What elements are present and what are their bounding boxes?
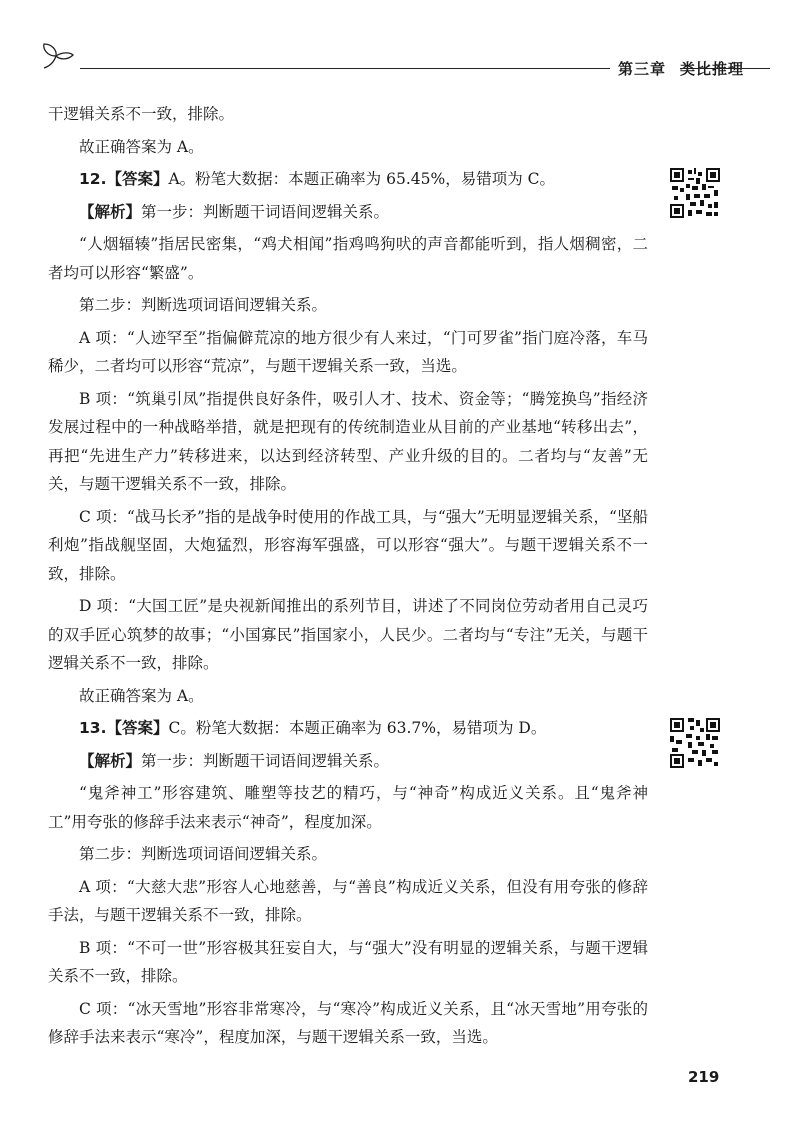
sprout-leaf-icon (40, 42, 76, 72)
header-rule-right (680, 68, 770, 69)
paragraph-text: 第二步：判断选项词语间逻辑关系。 (79, 296, 328, 314)
chapter-title: 类比推理 (680, 60, 745, 78)
paragraph (48, 873, 648, 930)
paragraph (48, 840, 648, 869)
qr-code-graphic (670, 168, 720, 218)
paragraph (48, 165, 648, 194)
paragraph (48, 934, 648, 991)
paragraph (48, 682, 648, 711)
paragraph-text: C。粉笔大数据：本题正确率为 63.7%，易错项为 D。 (168, 719, 547, 737)
paragraph-text: B 项：“不可一世”形容极其狂妄自大，与“强大”没有明显的逻辑关系，与题干逻辑关系不一致，排除。 (48, 938, 648, 985)
page-header (40, 40, 770, 80)
paragraph-text: 故正确答案为 A。 (79, 137, 204, 156)
paragraph (48, 503, 648, 589)
paragraph (48, 324, 648, 381)
paragraph (48, 747, 648, 776)
paragraph-text: 故正确答案为 A。 (79, 686, 204, 705)
paragraph-text: D 项：“大国工匠”是央视新闻推出的系列节目，讲述了不同岗位劳动者用自己灵巧的双手匠心筑梦的故事；“小国寡民”指国家小，人民少。二者均与“专注”无关，与题干逻辑关系不一致，排除。 (48, 597, 648, 672)
paragraph-text: “人烟辐辏”指居民密集，“鸡犬相闻”指鸡鸣狗吠的声音都能听到，指人烟稠密，二者均可以形容“繁盛”。 (48, 235, 648, 282)
answer-tag: 【解析】 (79, 751, 142, 770)
paragraph-text: C 项：“冰天雪地”形容非常寒冷，与“寒冷”构成近义关系，且“冰天雪地”用夸张的修辞手法来表示“寒冷”，程度加深，与题干逻辑关系一致，当选。 (48, 999, 648, 1046)
paragraph-text: “鬼斧神工”形容建筑、雕塑等技艺的精巧，与“神奇”构成近义关系。且“鬼斧神工”用夸张的修辞手法来表示“神奇”，程度加深。 (48, 784, 648, 831)
paragraph-text: C 项：“战马长矛”指的是战争时使用的作战工具，与“强大”无明显逻辑关系，“坚船利炮”指战舰坚固，大炮猛烈，形容海军强盛，可以形容“强大”。与题干逻辑关系不一致，排除。 (48, 507, 648, 583)
paragraph-text: A。粉笔大数据：本题正确率为 65.45%，易错项为 C。 (168, 170, 555, 188)
page-number: 219 (688, 1068, 720, 1086)
answer-tag: 12.【答案】 (79, 170, 169, 188)
paragraph (48, 133, 648, 162)
body-text (48, 100, 648, 1056)
answer-tag: 【解析】 (79, 202, 142, 221)
paragraph (48, 592, 648, 678)
paragraph (48, 291, 648, 320)
paragraph (48, 995, 648, 1052)
paragraph (48, 198, 648, 227)
paragraph-text: A 项：“大慈大悲”形容人心地慈善，与“善良”构成近义关系，但没有用夸张的修辞手法，与题干逻辑关系不一致，排除。 (48, 877, 648, 924)
paragraph-text: 干逻辑关系不一致，排除。 (48, 105, 235, 123)
paragraph (48, 385, 648, 499)
paragraph (48, 714, 648, 743)
paragraph-text: 第一步：判断题干词语间逻辑关系。 (141, 751, 390, 770)
answer-tag: 13.【答案】 (79, 719, 169, 737)
chapter-number: 第三章 (618, 60, 667, 78)
paragraph-text: 第一步：判断题干词语间逻辑关系。 (141, 202, 390, 221)
qr-code-icon[interactable] (670, 168, 720, 218)
paragraph-text: A 项：“人迹罕至”指偏僻荒凉的地方很少有人来过，“门可罗雀”指门庭冷落，车马稀少，二者均可以形容“荒凉”，与题干逻辑关系一致，当选。 (48, 328, 648, 375)
qr-code-graphic (670, 718, 720, 768)
paragraph (48, 230, 648, 287)
paragraph (48, 779, 648, 836)
header-rule-left (80, 68, 610, 69)
qr-code-icon[interactable] (670, 718, 720, 768)
paragraph (48, 100, 648, 129)
paragraph-text: B 项：“筑巢引凤”指提供良好条件，吸引人才、技术、资金等；“腾笼换鸟”指经济发展过程中的一种战略举措，就是把现有的传统制造业从目前的产业基地“转移出去”，再把“先进生产力”转移进来，以达到经济转型、产业升级的目的。二者均与“友善”无关，与题干逻辑关系不一致，排除。 (48, 389, 648, 493)
paragraph-text: 第二步：判断选项词语间逻辑关系。 (79, 845, 328, 863)
